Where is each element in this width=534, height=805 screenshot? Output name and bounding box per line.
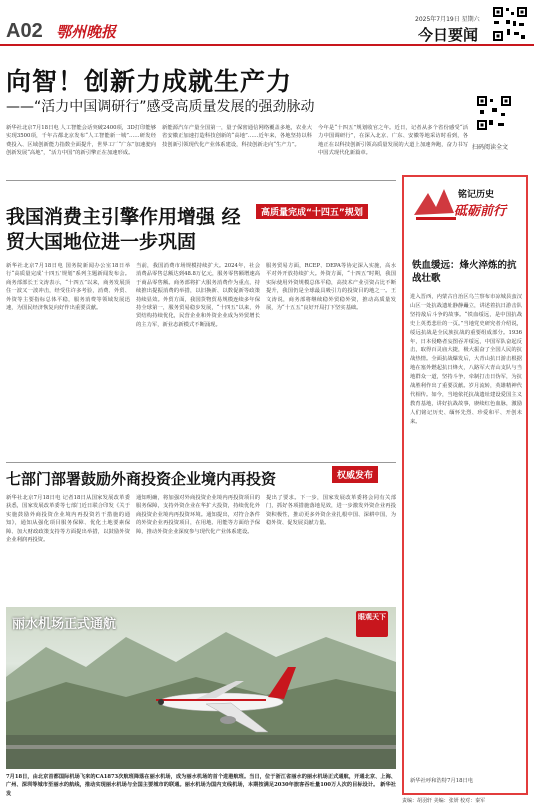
sidebar-body: 进入晋西，内蒙古自治区乌兰察布市凉城县蛮汉山区一处抗战遗址静静矗立，讲述着抗日游击队坚持敌后斗争的故事。“铁血绥远，是中国抗战史上英勇悲壮的一页。”当地党史研究者介绍说，绥远抗战是全民族抗战的重要组成部分。1936年，日本侵略者妄图吞并绥远，中国军队奋起反击，取得百灵庙大捷，极大振奋了全国人民的抗战热情。全面抗战爆发后，大青山抗日游击根据地在塞外燃起抗日烽火，八路军大青山支队与当地群众一道，坚持斗争，牵制打击日伪军，为抗战胜利作出了重要贡献。岁月流转，英雄精神代代相传。如今，当地依托抗战遗址建设爱国主义教育基地，讲好抗战故事，赓续红色血脉，激励人们铭记历史、缅怀先烈、珍爱和平、开创未来。: [410, 294, 522, 425]
consumption-tag: 高质量完成“十四五”规划: [256, 204, 368, 219]
trade-column-2: 通知明确，将加强对外商投资企业境内再投资项目的服务保障，支持外资企业在华扩大投资，持续优化外商投资企业境内再投资环境。通知提出，对符合条件的外资企业再投资项目，在用地、用能等方面给予保障，推动外资企业深度参与现代化产业体系建设。: [136, 495, 260, 535]
photo-title: 丽水机场正式通航: [12, 617, 117, 632]
sidebar-headline: 铁血缓远：烽火淬炼的抗战壮歌: [412, 260, 517, 284]
consumption-headline: 我国消费主引擎作用增强 经贸大国地位进一步巩固: [6, 206, 241, 253]
divider: [6, 462, 396, 463]
consumption-column-3: 服务贸易方面，RCEP、DEPA等协定深入实施，高水平对外开放持续扩大。外资方面，“十四五”时期，我国实际使用外资规模总体平稳，高技术产业引资占比不断提升，我国仍是全球最具吸引力的投资目的地之一。王文涛说，商务部将继续稳外贸稳外资，推动高质量发展，为“十五五”良好开局打下坚实基础。: [266, 263, 396, 312]
consumption-column-2: 当前，我国消费市场规模持续扩大。2024年，社会消费品零售总额达到48.8万亿元，服务零售额增速高于商品零售额。商务部将扩大服务消费作为重点，持续推出提振消费的举措，以旧换新、以数促新等政策持续显效。外贸方面，我国货物贸易规模连续多年保持全球第一，服务贸易稳步发展，“十四五”以来，外贸结构持续优化，民营企业和外资企业成为外贸增长的主力军，新业态新模式不断涌现。: [136, 263, 260, 328]
page-number: A02: [6, 20, 43, 42]
sidebar-column-title: 砥砺前行: [454, 204, 507, 219]
sidebar-column-label: 铭记历史: [458, 190, 495, 200]
lead-column-2: 新能源汽车产量全国第一，量子保密通信网络覆盖多地，农业大省安徽正加速打造科技创新的“高地”……近年来，各地坚持以科技创新引领现代化产业体系建设，科技创新走向“生产力”。: [162, 125, 312, 148]
trade-column-1: 新华社北京7月18日电 记者18日从国家发展改革委获悉，国家发展改革委等七部门近日联合印发《关于实施鼓励外商投资企业境内再投资若干措施的通知》，通知从强化项目服务保障、优化土地要素保障、加大财政政策支持等方面提出举措，以鼓励外资企业利润再投资。: [6, 495, 130, 544]
photo-badge: 眼观天下: [356, 611, 388, 637]
photo-caption: 7月18日，由北京首都国际机场飞来的CA1873次航班降落在丽水机场，成为丽水机场的首个进港航班。当日，位于浙江省丽水的丽水机场正式通航，开通北京、上海、广州、深圳等城市至丽水的航线，推动实现丽水机场与全国主要城市的联通。丽水机场为国内支线机场，本期按满足2030年旅客吞吐量100万人次的目标设计。 新华社发: [6, 774, 396, 797]
section-title: 今日要闻: [418, 26, 479, 44]
divider: [6, 180, 396, 181]
issue-date: 2025年7月19日 星期六: [415, 16, 480, 23]
trade-tag: 权威发布: [332, 466, 378, 483]
sidebar-frame: [402, 175, 528, 795]
lead-column-3: 今年是“十四五”规划收官之年。近日，记者从多个省份感受“活力中国调研行”，在深入北京、广东、安徽等地采访时看到，各地正在以科技创新引领高质量发展的大道上加速奔跑，奋力书写中国式现代化新篇章。: [318, 125, 468, 157]
trade-headline: 七部门部署鼓励外商投资企业境内再投资: [6, 470, 277, 488]
newspaper-logo: 鄂州晚报: [56, 23, 117, 41]
lead-subheadline: ——“活力中国调研行”感受高质量发展的强劲脉动: [6, 99, 315, 115]
trade-column-3: 提出了要求。下一步，国家发展改革委将会同有关部门，抓好各项措施落地见效，进一步激发外资企业再投资积极性，推动更多外资企业扎根中国、深耕中国，为稳外资、促发展贡献力量。: [266, 495, 396, 527]
qr-code-icon[interactable]: [476, 95, 512, 131]
sidebar-source: 新华社呼和浩特7月18日电: [410, 778, 474, 784]
sidebar-banner: [408, 185, 522, 225]
footer-credits: 责编：胡羽轩 美编：张妍 校对：秦军: [402, 798, 486, 804]
consumption-column-1: 新华社北京7月18日电 国务院新闻办公室18日举行“高质量完成‘十四五’规划”系列主题新闻发布会。商务部部长王文涛表示，“十四五”以来，商务发展顶住一波又一波冲击，经受住许多考验，消费、外贸、外资等主要指标总体平稳，服务消费等领域发展迅速，为国民经济恢复向好作出重要贡献。: [6, 263, 130, 312]
lead-headline: 向智！创新力成就生产力: [6, 67, 293, 96]
lead-column-1: 新华社北京7月18日电 人工智能会话突破2400项，3D打印能够实现3500项，千年古都北京发布“人工智能新一城”……研发经费投入、区域创新能力指数全面提升，世界工厂“广东”加速驶向创新发展“高地”，“活力中国”的新引擎正在加速形成。: [6, 125, 156, 157]
qr-label: 扫码阅读全文: [472, 144, 509, 151]
masthead: [0, 0, 534, 48]
masthead-divider: [0, 44, 534, 46]
airport-photo: [6, 607, 396, 769]
qr-code-icon[interactable]: [492, 6, 528, 42]
